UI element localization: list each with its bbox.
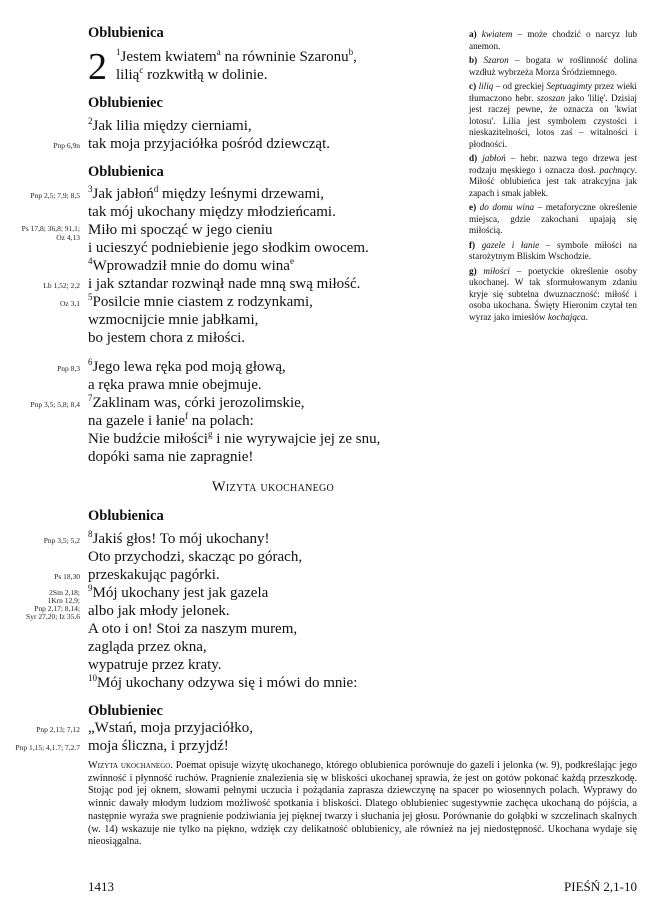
verse-text: i nie wyrywajcie jej ze snu, (212, 431, 381, 447)
verse-number: 5 (88, 292, 93, 302)
verse-line (88, 412, 254, 430)
margin-reference: Pnp 2,17; 8,14; (34, 604, 80, 613)
footnote-text: – bogata w roślinność dolina wzdłuż wybrzeża Morza Śródziemnego. (469, 55, 638, 77)
note-marker: b (348, 47, 354, 57)
verse-line: Miło mi spocząć w jego cieniu (88, 222, 273, 238)
footnote-text: . Miłość oblubieńca jest tak atrakcyjna jak zapach i smak jabłek. (469, 164, 637, 198)
footnote-text: – metaforyczne określenie miejsca, gdzie zakochani upajają się miłością. (469, 202, 637, 235)
verse-line: przeskakując pagórki. (88, 567, 220, 583)
verse-line (116, 66, 267, 84)
footnote-term: jabłoń (482, 153, 506, 163)
footnote-term: szoszan (536, 92, 565, 103)
footnote-label: b) (469, 55, 478, 65)
verse-number: 9 (88, 583, 93, 593)
verse-number: 6 (88, 357, 93, 367)
verse-number: 10 (88, 673, 97, 683)
verse-text: Mój ukochany jest jak gazela (92, 585, 269, 601)
margin-reference: Pnp 1,15; 4,1.7; 7,2.7 (15, 743, 80, 752)
footnote (469, 29, 637, 52)
footnotes-column (469, 29, 637, 323)
verse-text: Zaklinam was, córki jerozolimskie, (92, 395, 305, 411)
footnote-text: – może chodzić o narcyz lub anemon. (469, 29, 638, 51)
speaker-label: Oblubienica (88, 508, 164, 524)
page-number: 1413 (88, 879, 114, 894)
verse-number: 4 (88, 256, 93, 266)
footnote-label: d) (469, 153, 478, 163)
footnote-term: miłości (483, 265, 510, 276)
margin-reference: Ps 18,30 (54, 572, 80, 581)
footnote-term: kochająca (547, 311, 586, 322)
footnote-term: gazele i łanie (481, 239, 540, 250)
verse-line: wzmocnijcie mnie jabłkami, (88, 312, 259, 328)
margin-reference: Ps 17,8; 36,8; 91,1; (21, 224, 80, 233)
speaker-label: Oblubienica (88, 164, 164, 180)
note-marker: e (289, 256, 294, 266)
footnote-label: e) (469, 202, 477, 212)
note-marker: c (139, 65, 144, 75)
verse-line: tak moja przyjaciółka pośród dziewcząt. (88, 136, 330, 152)
margin-reference: Pnp 6,9n (53, 141, 80, 150)
footnote-text: jako 'lilię'. Dzisiaj jest raczej pewne, że oznacza on 'kwiat lotosu'. Lilia jest symbolem czystości i nieskazitelności, lotos zaś – witalności i płodności. (469, 92, 637, 149)
verse-text: rozkwitłą w dolinie. (143, 67, 268, 83)
footnote-text: przez wieki tłumaczono hebr. (469, 81, 637, 103)
margin-reference: Syr 27,20; Iz 35,6 (26, 612, 80, 621)
verse-line (88, 257, 294, 275)
verse-number: 2 (88, 116, 93, 126)
verse-text: lilią (116, 67, 140, 83)
chapter-number: 2 (88, 46, 107, 88)
section-title: Wizyta ukochanego (211, 479, 335, 495)
footnote (469, 81, 637, 150)
speaker-label: Oblubienica (88, 25, 164, 41)
running-head: PIEŚŃ 2,1-10 (564, 879, 637, 894)
footnote-label: a) (469, 29, 477, 39)
note-marker: a (216, 47, 221, 57)
footnote (469, 240, 637, 263)
margin-reference: 2Sm 2,18; (49, 588, 80, 597)
verse-text: Jak lilia między cierniami, (92, 118, 252, 134)
footnote-text: – hebr. nazwa tego drzewa jest rodzaju męskiego i oznacza dosł. (469, 153, 637, 175)
speaker-label: Oblubieniec (88, 95, 163, 111)
verse-line: A oto i on! Stoi za naszym murem, (88, 621, 298, 637)
verse-text: Jestem kwiatem (120, 49, 217, 65)
verse-line (88, 584, 268, 602)
footnote-text: – symbole miłości na starożytnym Bliskim Wschodzie. (469, 239, 637, 261)
verse-line: a ręka prawa mnie obejmuje. (88, 377, 262, 393)
footnote (469, 202, 637, 237)
verse-line (88, 358, 286, 376)
verse-line: moja śliczna, i przyjdź! (88, 738, 229, 754)
footnote-label: c) (469, 81, 477, 91)
verse-line (88, 117, 252, 135)
verse-text: Posilcie mnie ciastem z rodzynkami, (92, 294, 313, 310)
footnote-term: pachnący (599, 164, 635, 175)
footnote-text: – od greckiej (493, 81, 547, 91)
verse-line (88, 185, 324, 203)
footnote (469, 153, 637, 199)
footnote-term: Septuagimty (546, 81, 592, 91)
verse-text: Jego lewa ręka pod moją głową, (92, 359, 286, 375)
note-marker: f (185, 411, 189, 421)
margin-reference: Pnp 3,5; 5,8; 8,4 (30, 400, 80, 409)
commentary-heading: Wizyta ukochanego (88, 760, 171, 771)
margin-reference: Pnp 2,13; 7,12 (36, 725, 80, 734)
verse-line: i ucieszyć podniebienie jego słodkim owocem. (88, 240, 369, 256)
margin-reference: Pnp 2,5; 7,9; 8,5 (30, 191, 80, 200)
verse-line (88, 430, 380, 448)
footnote-term: kwiatem (481, 29, 513, 39)
verse-line (88, 674, 357, 692)
verse-text: między leśnymi drzewami, (158, 186, 325, 202)
margin-reference: 1Krn 12,9; (47, 596, 80, 605)
verse-text: Wprowadził mnie do domu wina (92, 258, 290, 274)
verse-line: albo jak młody jelonek. (88, 603, 230, 619)
verse-text: na polach: (188, 413, 254, 429)
footnote-term: Szaron (483, 55, 509, 65)
footnote-term: do domu wina (479, 202, 535, 212)
verse-text: Jakiś głos! To mój ukochany! (92, 531, 270, 547)
verse-line: „Wstań, moja przyjaciółko, (88, 720, 253, 736)
margin-reference: Pnp 8,3 (57, 364, 80, 373)
verse-number: 7 (88, 393, 93, 403)
footnote-label: g) (469, 265, 477, 276)
verse-number: 3 (88, 184, 93, 194)
verse-text: Nie budźcie miłości (88, 431, 208, 447)
verse-line (88, 530, 270, 548)
verse-text: , (353, 49, 357, 65)
margin-reference: Oz 4,13 (56, 233, 80, 242)
commentary-box (88, 760, 637, 849)
footnote-term: lilią (478, 81, 494, 91)
verse-line: zagląda przez okna, (88, 639, 207, 655)
verse-line (88, 394, 305, 412)
verse-number: 1 (116, 47, 121, 57)
note-marker: d (153, 184, 159, 194)
margin-reference: Pnp 3,5; 5,2 (43, 536, 80, 545)
commentary-text: . Poemat opisuje wizytę ukochanego, którego oblubienica porównuje do gazeli i jelonka (w. 9), podkreślając jego zwinność i płynność ruchów. Pragnienie znalezienia się w bliskości ukochanej sprawia, że jest on gotów pokonać każdą przeszkodę. Stojąc pod jej oknem, słowami pełnymi uczucia i pożądania zaprasza dziewczynę na spacer po wiosennych polach. Wyprawy do winnic dawały młodym ludziom możliwość spotkania i bliskości. Dlatego oblubieniec sugestywnie zachęca ukochaną do pójścia, a następnie wyraża swe pragnienie podziwiania jej pięknej twarzy i słuchania jej głosu. Porównanie do gołąbki w szczelinach skalnych (w. 14) wskazuje nie tylko na piękno, wdzięk czy delikatność oblubienicy, ale również na jej niedostępność. Ukochana wydaje się nieosiągalna. (88, 760, 638, 848)
verse-text: na gazele i łanie (88, 413, 186, 429)
note-marker: g (207, 429, 213, 439)
verse-line: tak mój ukochany między młodzieńcami. (88, 204, 336, 220)
verse-line: dopóki sama nie zapragnie! (88, 449, 254, 465)
footnote-text: . (585, 311, 588, 322)
footnote-label: f) (469, 239, 476, 250)
speaker-label: Oblubieniec (88, 703, 163, 719)
margin-reference: Oz 3,1 (60, 299, 80, 308)
footnote (469, 55, 637, 78)
verse-text: Mój ukochany odzywa się i mówi do mnie: (97, 675, 358, 691)
footnote-text: – poetyckie określenie osoby ukochanej. W tak sformułowanym zdaniu kryje się subtelna dwuznaczność: miłość i osoba ukochana. Święty Hieronim czytał ten wyraz jako imiesłów (469, 265, 638, 322)
verse-line: bo jestem chora z miłości. (88, 330, 246, 346)
verse-line (88, 293, 313, 311)
verse-line: Oto przychodzi, skacząc po górach, (88, 549, 303, 565)
footnote (469, 266, 637, 324)
verse-text: na równinie Szaronu (220, 49, 349, 65)
verse-line: i jak sztandar rozwinął nade mną swą miłość. (88, 276, 361, 292)
verse-text: Jak jabłoń (92, 186, 154, 202)
verse-line: wypatruje przez kraty. (88, 657, 222, 673)
verse-line (116, 48, 357, 66)
verse-number: 8 (88, 529, 93, 539)
margin-reference: Lb 1,52; 2,2 (43, 281, 80, 290)
